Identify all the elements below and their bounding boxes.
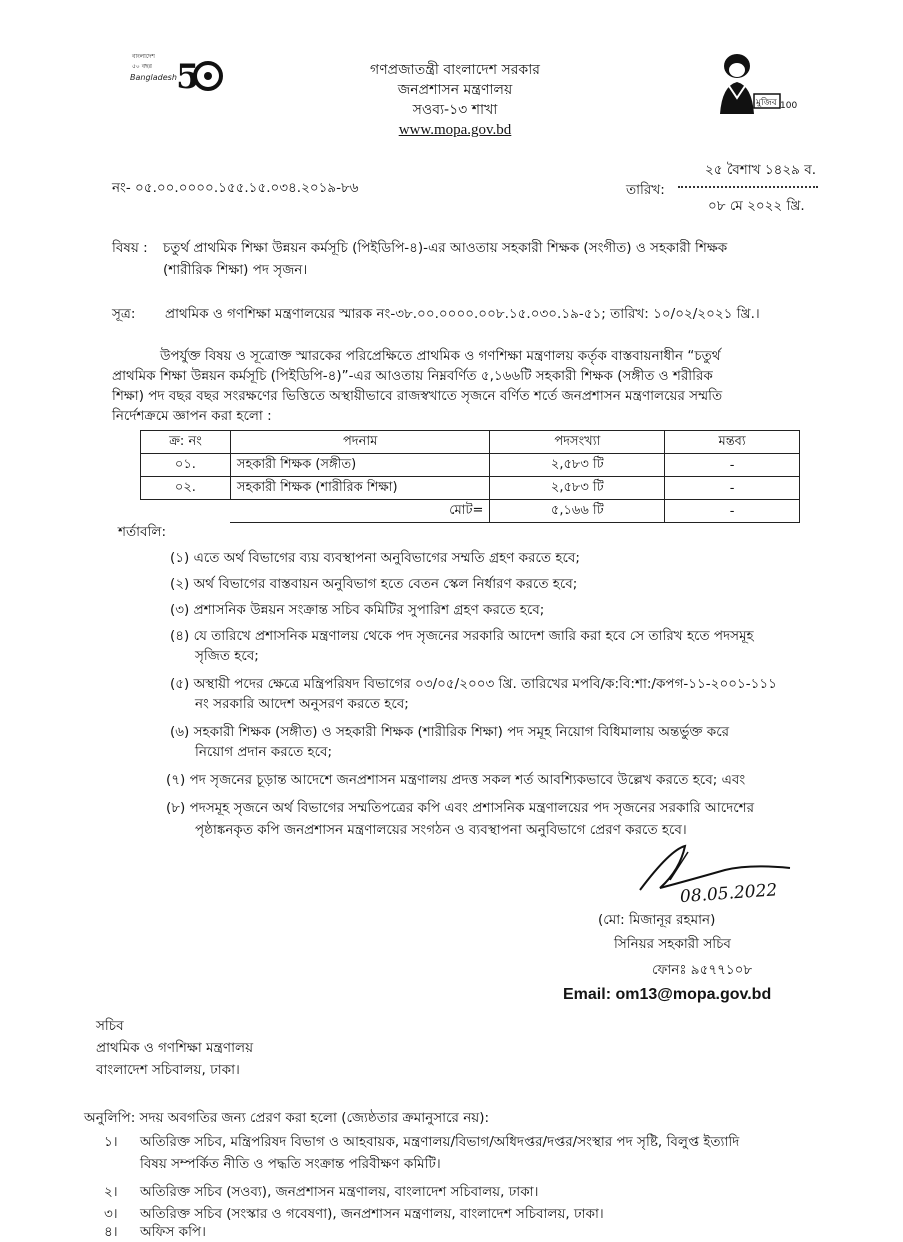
row-post-name: সহকারী শিক্ষক (সঙ্গীত) (230, 454, 490, 477)
row-remark: - (665, 477, 800, 500)
posts-table (140, 430, 800, 523)
row-post-name: সহকারী শিক্ষক (শারীরিক শিক্ষা) (230, 477, 490, 500)
header-serial: ক্র: নং (141, 431, 231, 454)
date-english: ০৮ মে ২০২২ খ্রি. (708, 198, 805, 214)
table-row (141, 477, 800, 500)
copy-text: অফিস কপি। (140, 1224, 206, 1240)
signatory-phone: ফোনঃ ৯৫৭৭১০৮ (652, 962, 753, 978)
svg-text:100: 100 (780, 101, 798, 111)
section-name: সওব্য-১৩ শাখা (412, 102, 498, 118)
bangladesh-50-logo (130, 46, 225, 96)
condition-number: (৩) (170, 602, 190, 618)
condition-item (170, 574, 577, 594)
copy-text: অতিরিক্ত সচিব (সংস্কার ও গবেষণা), জনপ্রশাসন মন্ত্রণালয়, বাংলাদেশ সচিবালয়, ঢাকা। (140, 1206, 604, 1222)
ministry-name: জনপ্রশাসন মন্ত্রণালয় (397, 82, 513, 98)
row-serial: ০২. (141, 477, 231, 500)
website-link[interactable]: www.mopa.gov.bd (398, 122, 512, 138)
condition-text: অর্থ বিভাগের বাস্তবায়ন অনুবিভাগ হতে বেতন স্কেল নির্ধারণ করতে হবে; (193, 576, 578, 592)
condition-text-cont: নং সরকারি আদেশ অনুসরণ করতে হবে; (195, 696, 409, 712)
body-line-2: প্রাথমিক শিক্ষা উন্নয়ন কর্মসূচি (পিইডিপি-৪)”-এর আওতায় নিম্নবর্ণিত ৫,১৬৬টি সহকারী শিক্ষক (সঙ্গীত ও শরীরিক (112, 368, 713, 384)
condition-number: (৭) (166, 772, 186, 788)
condition-item (166, 798, 754, 818)
subject-label: বিষয় : (112, 240, 148, 256)
copy-text-cont: বিষয় সম্পর্কিত নীতি ও পদ্ধতি সংক্রান্ত পরিবীক্ষণ কমিটি। (140, 1156, 441, 1172)
total-label: মোট= (230, 500, 490, 523)
recipient-line-2: প্রাথমিক ও গণশিক্ষা মন্ত্রণালয় (96, 1040, 254, 1056)
copy-number: ২। (104, 1184, 118, 1200)
date-dotted-line (678, 186, 818, 188)
condition-item (170, 674, 777, 694)
source-text: প্রাথমিক ও গণশিক্ষা মন্ত্রণালয়ের স্মারক নং-৩৮.০০.০০০০.০০৮.১৫.০৩০.১৯-৫১; তারিখ: ১০/০২/২০২১ খ্রি.। (165, 306, 760, 322)
row-post-count: ২,৫৮৩ টি (490, 454, 665, 477)
condition-item (170, 600, 544, 620)
header-remark: মন্তব্য (665, 431, 800, 454)
total-remark: - (665, 500, 800, 523)
source-label: সূত্র: (112, 306, 136, 322)
svg-text:5: 5 (176, 57, 200, 96)
body-line-3: শিক্ষা) পদ বছর বছর সংরক্ষণের ভিত্তিতে অস্থায়ীভাবে রাজস্বখাতে সৃজনে বর্ণিত শর্তে জনপ্রশাসন মন্ত্রণালয়ের সম্মতি (112, 388, 723, 404)
mujib-100-logo (712, 52, 800, 114)
condition-text-cont: সৃজিত হবে; (195, 648, 259, 664)
condition-text: পদ সৃজনের চূড়ান্ত আদেশে জনপ্রশাসন মন্ত্রণালয় প্রদত্ত সকল শর্ত আবশ্যিকভাবে উল্লেখ করতে হবে; এবং (189, 772, 746, 788)
signatory-name: (মো: মিজানূর রহমান) (598, 912, 716, 928)
date-label: তারিখ: (626, 182, 665, 198)
svg-text:৫০ বছর: ৫০ বছর (132, 63, 152, 70)
copy-item (104, 1132, 739, 1152)
recipient-line-3: বাংলাদেশ সচিবালয়, ঢাকা। (96, 1062, 240, 1078)
copy-number: ৪। (104, 1224, 118, 1240)
copy-text: অতিরিক্ত সচিব, মন্ত্রিপরিষদ বিভাগ ও আহবায়ক, মন্ত্রণালয়/বিভাগ/অধিদপ্তর/দপ্তর/সংস্থার পদ সৃষ্টি, বিলুপ্ত ইত্যাদি (140, 1134, 740, 1150)
copy-item (104, 1222, 206, 1242)
copy-number: ৩। (104, 1206, 118, 1222)
recipient-line-1: সচিব (96, 1018, 124, 1034)
table-total-row (141, 500, 800, 523)
signatory-designation: সিনিয়র সহকারী সচিব (614, 936, 731, 952)
condition-number: (৬) (170, 724, 190, 740)
body-line-1: উপর্যুক্ত বিষয় ও সূত্রোক্ত স্মারকের পরিপ্রেক্ষিতে প্রাথমিক ও গণশিক্ষা মন্ত্রণালয় কর্তৃক বাস্তবায়নাধীন “চতুর্থ (160, 348, 721, 364)
copy-item (104, 1204, 604, 1224)
body-line-4: নির্দেশক্রমে জ্ঞাপন করা হলো : (112, 408, 272, 424)
svg-text:08.05.2022: 08.05.2022 (679, 880, 778, 908)
copy-item (104, 1182, 538, 1202)
row-remark: - (665, 454, 800, 477)
table-header-row (141, 431, 800, 454)
row-post-count: ২,৫৮৩ টি (490, 477, 665, 500)
condition-text: প্রশাসনিক উন্নয়ন সংক্রান্ত সচিব কমিটির সুপারিশ গ্রহণ করতে হবে; (193, 602, 545, 618)
copies-title: অনুলিপি: সদয় অবগতির জন্য প্রেরণ করা হলো (জ্যেষ্ঠতার ক্রমানুসারে নয়): (84, 1110, 490, 1126)
subject-line-2: (শারীরিক শিক্ষা) পদ সৃজন। (163, 262, 308, 278)
svg-text:বাংলাদেশ: বাংলাদেশ (132, 53, 155, 60)
condition-text-cont: নিয়োগ প্রদান করতে হবে; (195, 744, 333, 760)
memo-number: নং- ০৫.০০.০০০০.১৫৫.১৫.০৩৪.২০১৯-৮৬ (112, 180, 359, 196)
condition-text: এতে অর্থ বিভাগের ব্যয় ব্যবস্থাপনা অনুবিভাগের সম্মতি গ্রহণ করতে হবে; (193, 550, 580, 566)
condition-item (170, 626, 754, 646)
condition-text-cont: পৃষ্ঠাঙ্কনকৃত কপি জনপ্রশাসন মন্ত্রণালয়ের সংগঠন ও ব্যবস্থাপনা অনুবিভাগে প্রেরণ করতে হবে। (195, 822, 687, 838)
subject-line-1: চতুর্থ প্রাথমিক শিক্ষা উন্নয়ন কর্মসূচি (পিইডিপি-৪)-এর আওতায় সহকারী শিক্ষক (সংগীত) ও সহকারী শিক্ষক (163, 240, 728, 256)
handwritten-signature (630, 840, 800, 910)
conditions-title: শর্তাবলি: (118, 524, 167, 540)
date-bangla: ২৫ বৈশাখ ১৪২৯ ব. (705, 162, 817, 178)
condition-text: সহকারী শিক্ষক (সঙ্গীত) ও সহকারী শিক্ষক (শারীরিক শিক্ষা) পদ সমূহ নিয়োগ বিধিমালায় অন্তর্ভুক্ত করে (193, 724, 730, 740)
copy-number: ১। (104, 1134, 118, 1150)
table-row (141, 454, 800, 477)
header-post-count: পদসংখ্যা (490, 431, 665, 454)
header-post-name: পদনাম (230, 431, 490, 454)
condition-text: পদসমূহ সৃজনে অর্থ বিভাগের সম্মতিপত্রের কপি এবং প্রশাসনিক মন্ত্রণালয়ের পদ সৃজনের সরকারি আদেশের (189, 800, 755, 816)
svg-text:মুজিব: মুজিব (756, 98, 777, 108)
condition-item (166, 770, 745, 790)
condition-number: (২) (170, 576, 190, 592)
svg-text:Bangladesh: Bangladesh (130, 73, 177, 82)
condition-text: অস্থায়ী পদের ক্ষেত্রে মন্ত্রিপরিষদ বিভাগের ০৩/০৫/২০০৩ খ্রি. তারিখের মপবি/ক:বি:শা:/কপগ-১১-২০০১-১১১ (193, 676, 777, 692)
condition-number: (৮) (166, 800, 186, 816)
total-count: ৫,১৬৬ টি (490, 500, 665, 523)
condition-number: (৪) (170, 628, 190, 644)
signatory-email[interactable]: Email: om13@mopa.gov.bd (563, 986, 772, 1003)
condition-item (170, 722, 729, 742)
row-serial: ০১. (141, 454, 231, 477)
government-name: গণপ্রজাতন্ত্রী বাংলাদেশ সরকার (370, 62, 540, 78)
condition-number: (৫) (170, 676, 190, 692)
copy-text: অতিরিক্ত সচিব (সওব্য), জনপ্রশাসন মন্ত্রণালয়, বাংলাদেশ সচিবালয়, ঢাকা। (140, 1184, 539, 1200)
condition-number: (১) (170, 550, 190, 566)
condition-text: যে তারিখে প্রশাসনিক মন্ত্রণালয় থেকে পদ সৃজনের সরকারি আদেশ জারি করা হবে সে তারিখ হতে পদসমূহ (193, 628, 754, 644)
condition-item (170, 548, 580, 568)
